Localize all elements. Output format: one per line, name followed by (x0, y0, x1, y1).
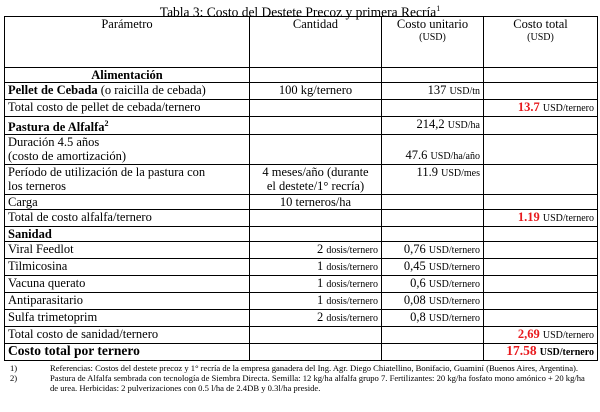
row-costo-unitario: 0,6 USD/ternero (382, 276, 484, 293)
row-label: Pastura de Alfalfa (8, 120, 105, 135)
table-caption (0, 1, 600, 20)
row-cantidad: 1 dosis/ternero (250, 276, 382, 293)
table-title: Tabla 3: Costo del Destete Precoz y primera Recría (159, 4, 437, 20)
table-row (5, 165, 598, 195)
footnotes (6, 363, 594, 393)
row-costo-total: 17.58 USD/ternero (484, 344, 598, 361)
row-label: Total de costo alfalfa/ternero (5, 210, 250, 227)
title-footnote-mark: 1 (436, 4, 441, 13)
row-label: Costo total por ternero (5, 344, 250, 361)
row-costo-unitario: 214,2 USD/ha (382, 117, 484, 135)
row-cantidad: 4 meses/año (durante el destete/1° recría) (250, 165, 382, 195)
row-costo-unitario: 137 USD/tn (382, 83, 484, 100)
row-label: Total costo de pellet de cebada/ternero (5, 100, 250, 117)
table-row: Pellet de Cebada (o raicilla de cebada) 100 kg/ternero 137 USD/tn (5, 83, 598, 100)
row-costo-total: 13.7 USD/ternero (484, 100, 598, 117)
header-row (5, 17, 598, 68)
table-row (5, 210, 598, 227)
row-label: Carga (5, 195, 250, 210)
table-row (5, 276, 598, 293)
row-label: Tilmicosina (5, 259, 250, 276)
table-row (5, 100, 598, 117)
row-label: Pellet de Cebada (8, 83, 98, 97)
row-cantidad: 100 kg/ternero (250, 83, 382, 100)
row-costo-unitario: 0,76 USD/ternero (382, 242, 484, 259)
row-label: Período de utilización de la pastura con los terneros (5, 165, 250, 195)
table-row (5, 242, 598, 259)
table-row (5, 327, 598, 344)
row-cantidad: 1 dosis/ternero (250, 293, 382, 310)
row-label: Antiparasitario (5, 293, 250, 310)
section-label: Alimentación (5, 68, 250, 83)
row-cantidad: 2 dosis/ternero (250, 242, 382, 259)
row-costo-unitario: 11.9 USD/mes (382, 165, 484, 195)
table-row (5, 135, 598, 165)
header-costo-unitario: Costo unitario (USD) (382, 17, 484, 68)
row-cantidad: 1 dosis/ternero (250, 259, 382, 276)
table-row (5, 293, 598, 310)
header-parametro: Parámetro (5, 17, 250, 68)
row-cantidad: 2 dosis/ternero (250, 310, 382, 327)
table-row (5, 259, 598, 276)
footnote: 1) Referencias: Costos del destete precoz y 1° recría de la empresa ganadera del Ing. Agr. Diego Chiatellino, Bonifacio, Guaminí (Buenos Aires, Argentina). (10, 363, 579, 374)
row-costo-unitario: 47.6 USD/ha/año (382, 135, 484, 165)
section-label: Sanidad (5, 227, 250, 242)
table-row (5, 195, 598, 210)
grand-total-row (5, 344, 598, 361)
row-costo-unitario: 0,45 USD/ternero (382, 259, 484, 276)
row-label: Duración 4.5 años (costo de amortización) (5, 135, 250, 165)
row-label: Vacuna querato (5, 276, 250, 293)
header-costo-total: Costo total (USD) (484, 17, 598, 68)
row-cantidad: 10 terneros/ha (250, 195, 382, 210)
table-row (5, 310, 598, 327)
section-alimentacion (5, 68, 598, 83)
row-label: Total costo de sanidad/ternero (5, 327, 250, 344)
row-label: Sulfa trimetoprim (5, 310, 250, 327)
row-costo-unitario: 0,08 USD/ternero (382, 293, 484, 310)
row-label: Viral Feedlot (5, 242, 250, 259)
cost-table (4, 16, 598, 361)
footnote: 2) Pastura de Alfalfa sembrada con tecnología de Siembra Directa. Semilla: 12 kg/ha alfalfa grupo 7. Fertilizantes: 20 kg/ha fosfato mono amónico + 20 kg/ha de urea. Herbicidas: 2 pulverizaciones con 0.5 l/ha de 2.4DB y 0.3l/ha preside. (10, 373, 585, 394)
row-costo-unitario: 0,8 USD/ternero (382, 310, 484, 327)
header-cantidad: Cantidad (250, 17, 382, 68)
table-row: Pastura de Alfalfa$^2$ 214,2 USD/ha (5, 117, 598, 135)
section-sanidad (5, 227, 598, 242)
row-costo-total: 2,69 USD/ternero (484, 327, 598, 344)
row-costo-total: 1.19 USD/ternero (484, 210, 598, 227)
